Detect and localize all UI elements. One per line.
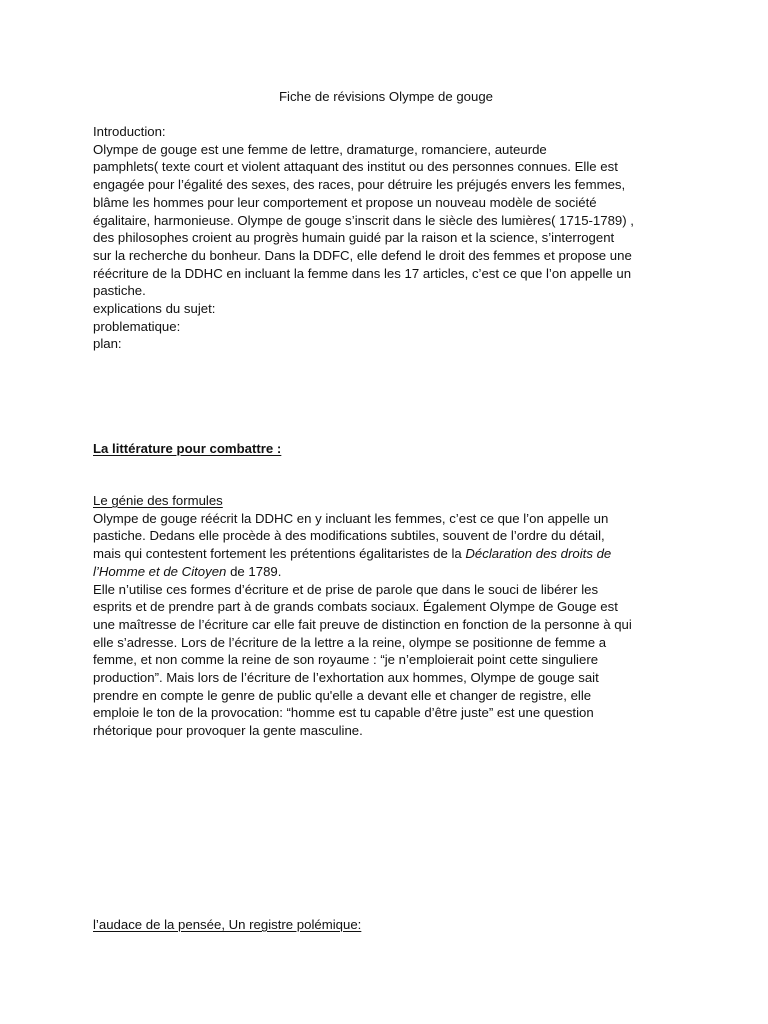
problematique-label: problematique: [93,318,181,334]
introduction-line: pamphlets( texte court et violent attaquant des institut ou des personnes connues. Elle est [93,159,618,175]
declaration-title-part1: Déclaration des droits de [465,546,612,562]
subheading-audace-de-la-pensee: l’audace de la pensée, Un registre polémique: [93,917,362,932]
document-title: Fiche de révisions Olympe de gouge [278,89,494,104]
introduction-line: engagée pour l’égalité des sexes, des races, pour détruire les préjugés envers les femmes, [93,177,626,193]
genie-line: emploie le ton de la provocation: “homme est tu capable d’être juste” est une question [93,705,594,721]
genie-line: elle s’adresse. Lors de l’écriture de la lettre a la reine, olympe se positionne de femme a [93,634,607,650]
introduction-section [93,123,683,353]
genie-line-prefix: mais qui contestent fortement les prétentions égalitaristes de la [93,546,466,562]
genie-line: Olympe de gouge réécrit la DDHC en y incluant les femmes, c’est ce que l’on appelle un [93,510,609,526]
introduction-line: des philosophes croient au progrès humain guidé par la raison et la science, s’interrogent [93,230,615,246]
section-audace-de-la-pensee [93,916,683,934]
introduction-line: réécriture de la DDHC en incluant la femme dans les 17 articles, c’est ce que l’on appelle un [93,265,632,281]
introduction-line: Olympe de gouge est une femme de lettre, dramaturge, romanciere, auteurde [93,141,547,157]
genie-line: Elle n’utilise ces formes d’écriture et de prise de parole que dans le souci de libérer les [93,581,599,597]
section-heading-litterature: La littérature pour combattre : [93,441,282,456]
subheading-genie-des-formules: Le génie des formules [93,493,223,508]
declaration-title-part2: l’Homme et de Citoyen [93,563,227,579]
declaration-suffix: de 1789. [226,563,282,579]
introduction-line: égalitaire, harmonieuse. Olympe de gouge s’inscrit dans le siècle des lumières( 1715-1789) , [93,212,634,228]
section-litterature [93,440,683,458]
genie-line: une maîtresse de l’écriture car elle fait preuve de distinction en fonction de la personne à qui [93,616,632,632]
genie-line-with-title [93,545,683,563]
introduction-line: sur la recherche du bonheur. Dans la DDFC, elle defend le droit des femmes et propose une [93,247,632,263]
genie-line: prendre en compte le genre de public qu'elle a devant elle et changer de registre, elle [93,687,592,703]
section-genie-des-formules [93,492,683,740]
introduction-line: pastiche. [93,283,146,299]
plan-label: plan: [93,336,122,352]
genie-line-with-title-end [93,563,683,581]
introduction-line: blâme les hommes pour leur comportement et propose un nouveau modèle de société [93,194,597,210]
genie-line: pastiche. Dedans elle procède à des modifications subtiles, souvent de l’ordre du détail, [93,528,605,544]
genie-line: femme, et non comme la reine de son royaume : “je n’emploierait point cette singuliere [93,652,599,668]
introduction-heading: Introduction: [93,124,166,139]
genie-line: esprits et de prendre part à de grands combats sociaux. Également Olympe de Gouge est [93,599,618,615]
genie-line: production”. Mais lors de l’écriture de l’exhortation aux hommes, Olympe de gouge sait [93,670,599,686]
explications-label: explications du sujet: [93,301,216,317]
genie-line: rhétorique pour provoquer la gente masculine. [93,723,363,739]
